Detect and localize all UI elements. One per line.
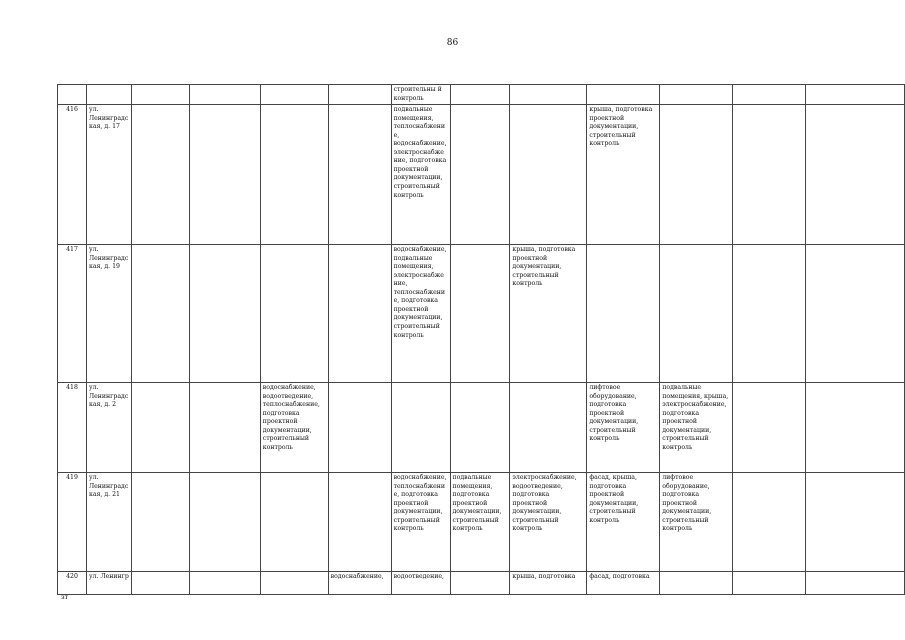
row-number-cell: 418 [58, 383, 87, 473]
table-cell [450, 572, 510, 595]
table-cell [510, 383, 587, 473]
table-row [58, 245, 905, 383]
table-cell [733, 383, 806, 473]
table-cell [189, 572, 260, 595]
table-cell: подвальные помещения, подготовка проектной документации, строительный контроль [450, 473, 510, 572]
table-cell: крыша, подготовка [510, 572, 587, 595]
table-cell [806, 572, 905, 595]
row-number-cell: 417 [58, 245, 87, 383]
address-cell: ул. Ленинградская, д. 21 [86, 473, 131, 572]
table-cell [733, 105, 806, 245]
table-cell [806, 383, 905, 473]
table-cell [131, 572, 189, 595]
table-row [58, 572, 905, 595]
table-body [58, 85, 905, 595]
address-cell: ул. Ленинградская, д. 19 [86, 245, 131, 383]
table-cell [260, 245, 328, 383]
table-cell [806, 85, 905, 105]
table-cell [660, 245, 733, 383]
row-number-cell: 416 [58, 105, 87, 245]
table-cell: фасад, подготовка [587, 572, 660, 595]
address-cell [86, 85, 131, 105]
table-cell [131, 245, 189, 383]
address-cell: ул. Ленингр [86, 572, 131, 595]
table-cell [328, 245, 391, 383]
table-cell: лифтовое оборудование, подготовка проектной документации, строительный контроль [587, 383, 660, 473]
table-cell: водоснабжение, подвальные помещения, электроснабжение, теплоснабжение, подготовка проектной документации, строительный контроль [391, 245, 450, 383]
table-cell [391, 383, 450, 473]
table-cell [806, 105, 905, 245]
table-cell [733, 473, 806, 572]
table-cell [260, 85, 328, 105]
table-cell [450, 383, 510, 473]
table-cell [806, 245, 905, 383]
table-cell [260, 572, 328, 595]
page-number: 86 [446, 38, 459, 48]
table-cell [328, 473, 391, 572]
table-cell [806, 473, 905, 572]
table-cell: водоснабжение, теплоснабжение, подготовка проектной документации, строительный контроль [391, 473, 450, 572]
table-cell [189, 105, 260, 245]
table-cell: водоотведение, [391, 572, 450, 595]
table-cell: крыша, подготовка проектной документации, строительный контроль [587, 105, 660, 245]
row-number-cell [58, 85, 87, 105]
table-cell [189, 245, 260, 383]
table-cell [328, 383, 391, 473]
table-cell [587, 85, 660, 105]
table-row [58, 473, 905, 572]
table-cell: подвальные помещения, крыша, электроснабжение, подготовка проектной документации, строительный контроль [660, 383, 733, 473]
table-cell [733, 245, 806, 383]
table-cell [660, 105, 733, 245]
table-cell [131, 383, 189, 473]
table-cell [260, 105, 328, 245]
table-cell [450, 105, 510, 245]
row-number-cell: 420 [58, 572, 87, 595]
table-cell [260, 473, 328, 572]
table-cell [328, 85, 391, 105]
table-cell [587, 245, 660, 383]
table-cell [131, 473, 189, 572]
repair-schedule-table [57, 84, 905, 595]
table-cell [328, 105, 391, 245]
table-cell [189, 473, 260, 572]
table-cell: строительны й контроль [391, 85, 450, 105]
table-cell: фасад, крыша, подготовка проектной документации, строительный контроль [587, 473, 660, 572]
table-cell: лифтовое оборудование, подготовка проектной документации, строительный контроль [660, 473, 733, 572]
table-cell [510, 85, 587, 105]
table-cell [131, 85, 189, 105]
table-cell: водоснабжение, [328, 572, 391, 595]
table-cell [189, 85, 260, 105]
footer-mark: зт [61, 593, 69, 601]
table-row [58, 85, 905, 105]
table-cell: подвальные помещения, теплоснабжение, водоснабжение, электроснабжение, подготовка проектной документации, строительный контроль [391, 105, 450, 245]
table-cell [189, 383, 260, 473]
table-cell [450, 245, 510, 383]
table-row [58, 105, 905, 245]
row-number-cell: 419 [58, 473, 87, 572]
table-row [58, 383, 905, 473]
address-cell: ул. Ленинградская, д. 2 [86, 383, 131, 473]
table-cell [733, 85, 806, 105]
table-cell: водоснабжение, водоотведение, теплоснабжение, подготовка проектной документации, строительный контроль [260, 383, 328, 473]
table-cell [660, 572, 733, 595]
table-cell [660, 85, 733, 105]
table-cell: электроснабжение, водоотведение, подготовка проектной документации, строительный контроль [510, 473, 587, 572]
table-cell [131, 105, 189, 245]
table-cell: крыша, подготовка проектной документации, строительный контроль [510, 245, 587, 383]
table-cell [450, 85, 510, 105]
table-cell [733, 572, 806, 595]
address-cell: ул. Ленинградская, д. 17 [86, 105, 131, 245]
table-cell [510, 105, 587, 245]
